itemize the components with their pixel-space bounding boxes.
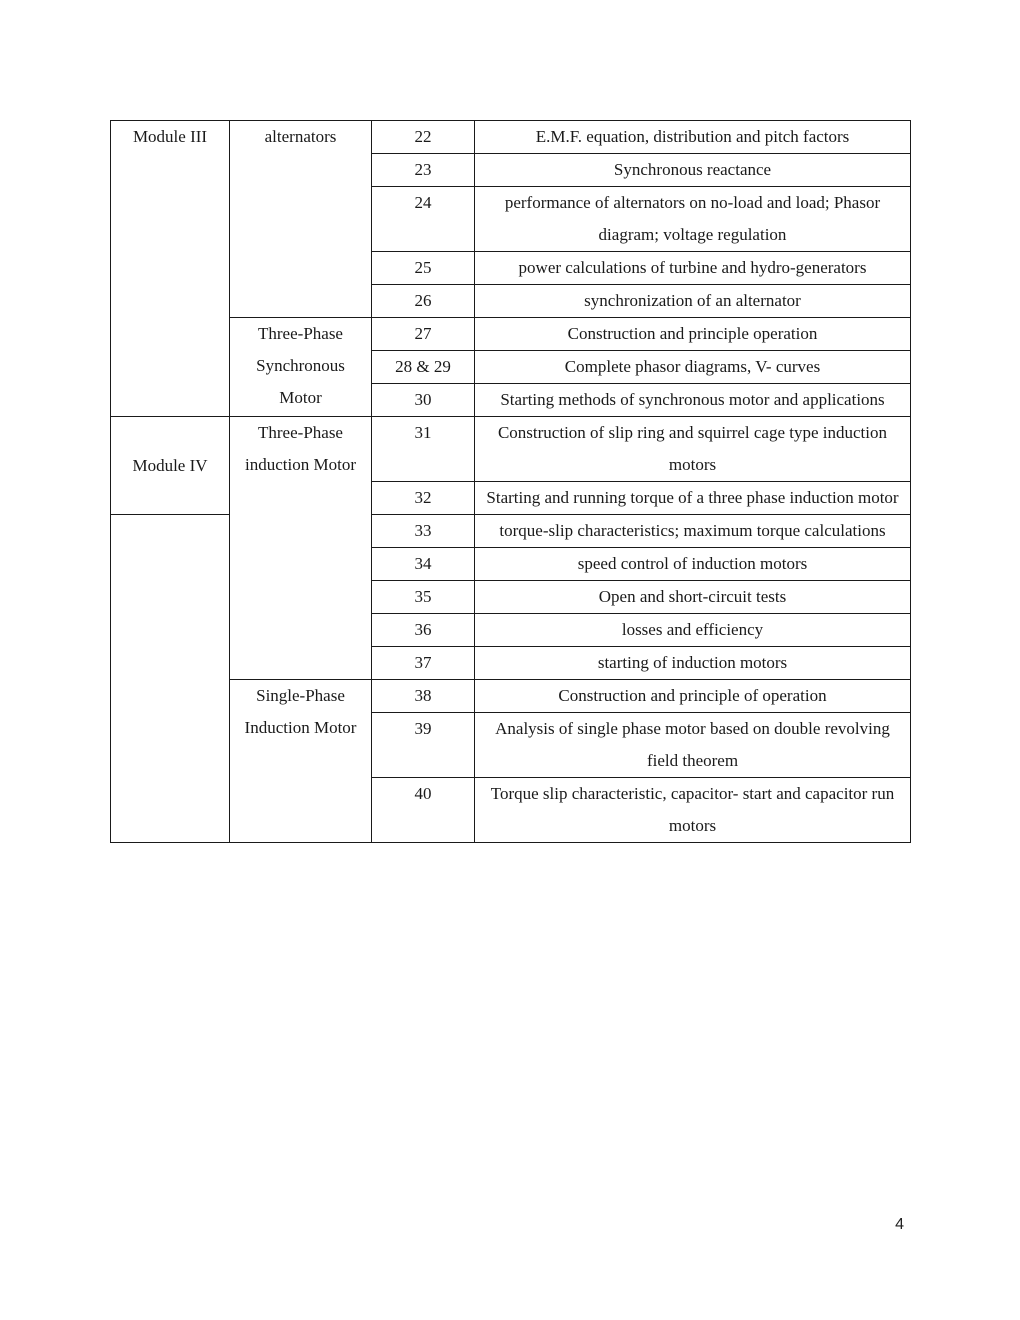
unit-title: Three-Phase Synchronous Motor xyxy=(230,318,372,417)
lecture-number: 38 xyxy=(372,680,475,713)
lesson-plan-table xyxy=(110,120,911,843)
unit-title: Single-Phase Induction Motor xyxy=(230,680,372,843)
table-row xyxy=(111,680,911,713)
lecture-topic: torque-slip characteristics; maximum torque calculations xyxy=(475,515,911,548)
lecture-number: 33 xyxy=(372,515,475,548)
lecture-topic: Construction and principle operation xyxy=(475,318,911,351)
lecture-number: 35 xyxy=(372,581,475,614)
lecture-topic: Analysis of single phase motor based on double revolving field theorem xyxy=(475,713,911,778)
page-number: 4 xyxy=(895,1216,904,1233)
lecture-number: 32 xyxy=(372,482,475,515)
module-label: Module IV xyxy=(111,417,230,515)
unit-title: Three-Phase induction Motor xyxy=(230,417,372,680)
lecture-topic: speed control of induction motors xyxy=(475,548,911,581)
lecture-topic: power calculations of turbine and hydro-generators xyxy=(475,252,911,285)
table-row xyxy=(111,121,911,154)
lecture-topic: performance of alternators on no-load and load; Phasor diagram; voltage regulation xyxy=(475,187,911,252)
lecture-topic: starting of induction motors xyxy=(475,647,911,680)
lecture-topic: synchronization of an alternator xyxy=(475,285,911,318)
lecture-topic: losses and efficiency xyxy=(475,614,911,647)
lecture-topic: Starting and running torque of a three phase induction motor xyxy=(475,482,911,515)
lecture-topic: Complete phasor diagrams, V- curves xyxy=(475,351,911,384)
lecture-number: 31 xyxy=(372,417,475,482)
lecture-number: 34 xyxy=(372,548,475,581)
lecture-number: 30 xyxy=(372,384,475,417)
lecture-topic: Construction of slip ring and squirrel cage type induction motors xyxy=(475,417,911,482)
table-row xyxy=(111,417,911,482)
lecture-number: 25 xyxy=(372,252,475,285)
table-row xyxy=(111,318,911,351)
lecture-number: 26 xyxy=(372,285,475,318)
lecture-topic: E.M.F. equation, distribution and pitch factors xyxy=(475,121,911,154)
lecture-topic: Synchronous reactance xyxy=(475,154,911,187)
lecture-number: 40 xyxy=(372,778,475,843)
module-label: Module III xyxy=(111,121,230,417)
unit-title: alternators xyxy=(230,121,372,318)
module-spacer xyxy=(111,515,230,843)
lecture-number: 27 xyxy=(372,318,475,351)
lecture-number: 28 & 29 xyxy=(372,351,475,384)
lecture-topic: Open and short-circuit tests xyxy=(475,581,911,614)
lecture-number: 36 xyxy=(372,614,475,647)
lecture-number: 23 xyxy=(372,154,475,187)
lecture-topic: Starting methods of synchronous motor and applications xyxy=(475,384,911,417)
lecture-number: 37 xyxy=(372,647,475,680)
lecture-topic: Torque slip characteristic, capacitor- start and capacitor run motors xyxy=(475,778,911,843)
lecture-number: 24 xyxy=(372,187,475,252)
lecture-number: 22 xyxy=(372,121,475,154)
lecture-number: 39 xyxy=(372,713,475,778)
lecture-topic: Construction and principle of operation xyxy=(475,680,911,713)
